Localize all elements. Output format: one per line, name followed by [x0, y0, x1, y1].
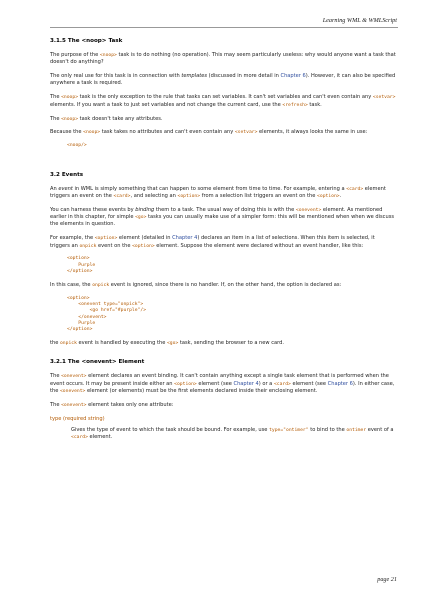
- attribute-term: type (required string): [50, 415, 105, 422]
- paragraph: [50, 129, 396, 136]
- code-span: <card>: [346, 186, 364, 192]
- text-span: task, sending the browser to a new card.: [178, 340, 284, 347]
- text-span: Because the: [50, 129, 84, 136]
- code-span: <go>: [135, 215, 147, 221]
- text-span: element (or elements) must be the first elements declared inside their enclosing element.: [85, 388, 318, 395]
- paragraph: [50, 186, 396, 201]
- code-span: <card>: [71, 435, 88, 441]
- code-span: onpick: [59, 341, 77, 347]
- paragraph: [50, 73, 396, 88]
- heading-number: 3.2.1: [50, 359, 66, 366]
- text-span: element (detailed in: [117, 235, 173, 242]
- code-span: <noop>: [61, 95, 79, 101]
- running-head: Learning WML & WMLScript: [322, 17, 397, 24]
- paragraph: [50, 282, 396, 289]
- code-span: <option>: [94, 236, 118, 242]
- text-span: element.: [87, 434, 113, 441]
- paragraph: [50, 94, 396, 109]
- text-span: ). However, it can also be specified anywhere a task is required.: [50, 73, 396, 87]
- text-span: event: [58, 185, 73, 192]
- heading-code: <noop>: [81, 38, 107, 44]
- paragraph: [50, 402, 396, 409]
- text-span: ) or a: [258, 380, 274, 387]
- paragraph: [50, 340, 396, 347]
- section-heading-events: 3.2 Events: [50, 171, 84, 178]
- text-span: task doesn't take any attributes.: [78, 115, 163, 122]
- code-span: <onevent>: [295, 207, 322, 213]
- text-span: the: [50, 340, 60, 347]
- text-span: , and selecting an: [130, 192, 178, 199]
- text-span: Gives the type of event to which the task should be bound. For example, use: [71, 427, 270, 434]
- code-span: ontimer: [346, 428, 367, 434]
- code-block: <option> Purple </option>: [67, 256, 96, 274]
- code-span: <noop>: [83, 130, 101, 136]
- code-span: onpick: [92, 283, 110, 289]
- text-span: templates: [181, 73, 207, 80]
- paragraph: [50, 116, 396, 123]
- code-span: <card>: [113, 193, 131, 199]
- text-span: event of a: [366, 427, 394, 434]
- text-span: event is handled by executing the: [76, 340, 167, 347]
- code-span: <onevent>: [61, 374, 87, 380]
- text-span: element. As mentioned earlier in this chapter, for simple: [50, 206, 383, 221]
- heading-word: The: [67, 359, 80, 366]
- text-span: from a selection list triggers an event on the: [200, 192, 318, 199]
- header-rule: [50, 27, 398, 28]
- text-span: The: [50, 94, 62, 101]
- text-span: task takes no attributes and can't even contain any: [100, 129, 235, 136]
- text-span: event is ignored, since there is no handler. If, on the other hand, the option is declared as:: [109, 282, 342, 289]
- text-span: them to a task. The usual way of doing this is with the: [154, 206, 296, 213]
- code-span: <onevent>: [59, 389, 86, 395]
- text-span: For example, the: [50, 235, 95, 242]
- chapter-link[interactable]: Chapter 6: [327, 380, 353, 387]
- text-span: element triggers an event on the: [50, 185, 386, 199]
- code-span: <noop>: [99, 53, 117, 58]
- section-heading-onevent: [50, 359, 396, 366]
- code-span: onpick: [79, 243, 97, 249]
- text-span: task.: [307, 101, 322, 108]
- attribute-definition: [71, 427, 396, 442]
- heading-word: The: [67, 38, 80, 44]
- paragraph: [50, 235, 396, 250]
- text-span: in WML is simply something that can happen to some element from time to time. For example, entering a: [72, 185, 347, 192]
- paragraph: [50, 207, 396, 229]
- code-block: <option> <onevent type="onpick"> <go href="#purple"/> </onevent> Purple </option>: [67, 295, 147, 332]
- code-span: <setvar>: [234, 130, 258, 136]
- code-span: <setvar>: [372, 95, 396, 101]
- code-span: <option>: [317, 193, 340, 199]
- text-span: tasks you can usually make use of a simpler form: this will be mentioned when when we discuss the elements in question.: [50, 214, 395, 228]
- text-span: The: [50, 115, 62, 122]
- chapter-link[interactable]: Chapter 6: [280, 73, 306, 80]
- heading-code: <onevent>: [81, 359, 117, 366]
- page-number: page 21: [377, 576, 397, 583]
- text-span: The purpose of the: [50, 52, 100, 58]
- text-span: element (see: [290, 380, 328, 387]
- code-span: <option>: [132, 243, 155, 249]
- text-span: to bind to the: [308, 427, 347, 434]
- code-span: <noop>: [61, 116, 79, 122]
- text-span: ) declares an item in a list of selections. When this item is selected, it triggers an: [50, 235, 375, 249]
- text-span: task is to do nothing (no operation). This may seem particularly useless: why would anyone want a task that doesn't do anything?: [50, 52, 396, 66]
- paragraph: [50, 52, 396, 67]
- code-span: <card>: [273, 381, 291, 387]
- text-span: event on the: [96, 242, 133, 249]
- text-span: ). In either case, the: [50, 380, 395, 395]
- paragraph: [50, 373, 396, 395]
- chapter-link[interactable]: Chapter 4: [172, 235, 198, 242]
- text-span: elements. If you want a task to just set variables and not change the current card, use the: [50, 101, 283, 108]
- text-span: The only real use for this task is in connection with: [50, 73, 182, 80]
- text-span: The: [50, 373, 62, 380]
- code-span: <go>: [166, 341, 179, 347]
- text-span: .: [339, 192, 342, 199]
- page-content: [50, 38, 396, 442]
- code-span: <option>: [174, 381, 197, 387]
- code-span: <option>: [177, 193, 201, 199]
- text-span: element. Suppose the element were declared without an event handler, like this:: [154, 242, 364, 249]
- text-span: element (see: [196, 380, 234, 387]
- heading-tail: Element: [118, 359, 145, 366]
- section-heading-noop: [50, 38, 396, 45]
- text-span: binding: [135, 206, 155, 213]
- text-span: elements, it always looks the same in use:: [257, 129, 368, 136]
- text-span: In this case, the: [50, 282, 93, 289]
- text-span: An: [50, 185, 59, 192]
- code-span: type="ontimer": [269, 428, 309, 434]
- text-span: You can harness these events by: [50, 206, 136, 213]
- code-block: <noop/>: [67, 143, 87, 149]
- heading-tail: Task: [108, 38, 123, 44]
- text-span: element takes only one attribute:: [86, 401, 174, 408]
- chapter-link[interactable]: Chapter 4: [233, 380, 259, 387]
- heading-number: 3.1.5: [50, 38, 66, 44]
- code-span: <onevent>: [61, 402, 87, 408]
- text-span: (discussed in more detail in: [207, 73, 281, 80]
- code-span: <refresh>: [282, 102, 308, 108]
- text-span: element declares an event binding. It can't contain anything except a single task element that is performed when the event occurs. It may be present inside either an: [50, 373, 389, 387]
- text-span: task is the only exception to the rule that tasks can set variables. It can't set variables and can't even contain any: [78, 94, 373, 101]
- text-span: The: [50, 401, 62, 408]
